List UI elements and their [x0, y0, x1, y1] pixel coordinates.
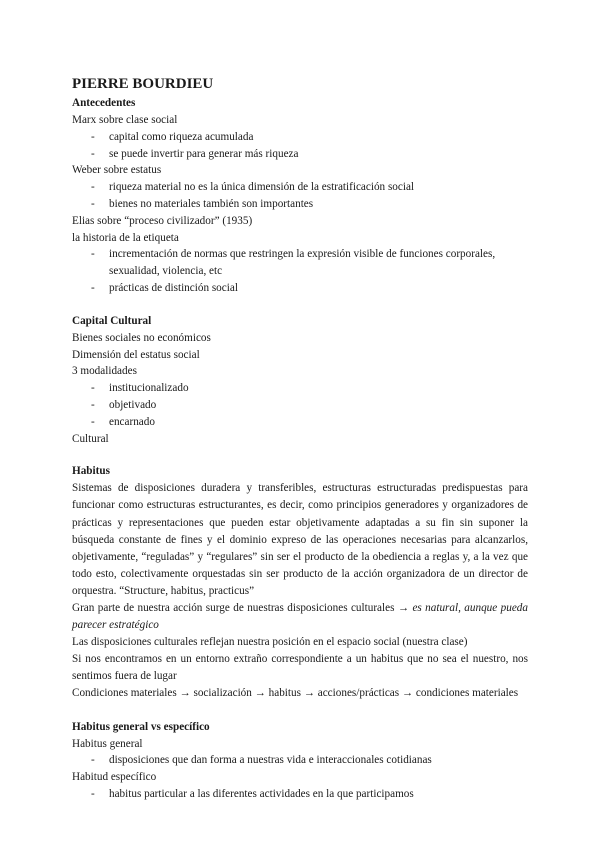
list-item: - institucionalizado: [91, 382, 189, 395]
list-item: - se puede invertir para generar más riqueza: [91, 147, 299, 160]
list-item: - bienes no materiales también son importantes: [91, 197, 314, 210]
text-line: 3 modalidades: [72, 365, 137, 378]
paragraph: Las disposiciones culturales reflejan nuestra posición en el espacio social (nuestra clase): [72, 636, 468, 649]
page-title: PIERRE BOURDIEU: [72, 76, 214, 92]
text-line: la historia de la etiqueta: [72, 231, 179, 244]
section-heading-antecedentes: Antecedentes: [72, 97, 136, 109]
text-line: Marx sobre clase social: [72, 114, 178, 126]
section-heading-habitus: Habitus: [72, 465, 110, 478]
list-item: - encarnado: [91, 415, 155, 428]
text-line: Dimensión del estatus social: [72, 348, 200, 361]
document-body: [72, 74, 528, 803]
text-line: Habitud específico: [72, 771, 157, 784]
list-item: - objetivado: [91, 398, 157, 411]
list-item: - capital como riqueza acumulada: [91, 130, 254, 143]
text-line: Habitus general: [72, 737, 143, 750]
section-heading-capital-cultural: Capital Cultural: [72, 314, 152, 327]
paragraph: Gran parte de nuestra acción surge de nuestras disposiciones culturales → es natural, aunque pueda parecer estratégico: [72, 602, 528, 632]
paragraph: Si nos encontramos en un entorno extraño correspondiente a un habitus que no sea el nuestro, nos sentimos fuera de lugar: [72, 653, 528, 683]
list-item: - riqueza material no es la única dimensión de la estratificación social: [91, 181, 415, 194]
section-heading-habitus-general: Habitus general vs específico: [72, 720, 210, 733]
list-item: - incrementación de normas que restringen la expresión visible de funciones corporales, sexualidad, violencia, etc: [91, 248, 496, 278]
list-item: - habitus particular a las diferentes actividades en la que participamos: [91, 787, 414, 800]
paragraph: Sistemas de disposiciones duradera y transferibles, estructuras estructuradas predispuestas para funcionar como estructuras estructurantes, es decir, como principios generadores y organizadores de prácticas y representaciones que pueden estar objetivamente adaptadas a su fin sin suponer la búsqueda constante de fines y el dominio expreso de las operaciones necesarias para alcanzarlos, objetivamente, “reguladas” y “regulares” sin ser el producto de la obediencia a reglas y, a la vez que todo esto, colectivamente orquestadas sin ser producto de la acción organizadora de un director de orquestra. “Structure, habitus, practicus”: [72, 482, 528, 597]
list-item: - disposiciones que dan forma a nuestras vida e interaccionales cotidianas: [91, 754, 432, 767]
list-item: - prácticas de distinción social: [91, 281, 238, 294]
text-line: Bienes sociales no económicos: [72, 331, 211, 344]
text-line: Elias sobre “proceso civilizador” (1935): [72, 214, 253, 227]
paragraph: Condiciones materiales → socialización → habitus → acciones/prácticas → condiciones materiales: [72, 687, 519, 700]
text-line: Cultural: [72, 432, 109, 445]
text-line: Weber sobre estatus: [72, 164, 162, 177]
